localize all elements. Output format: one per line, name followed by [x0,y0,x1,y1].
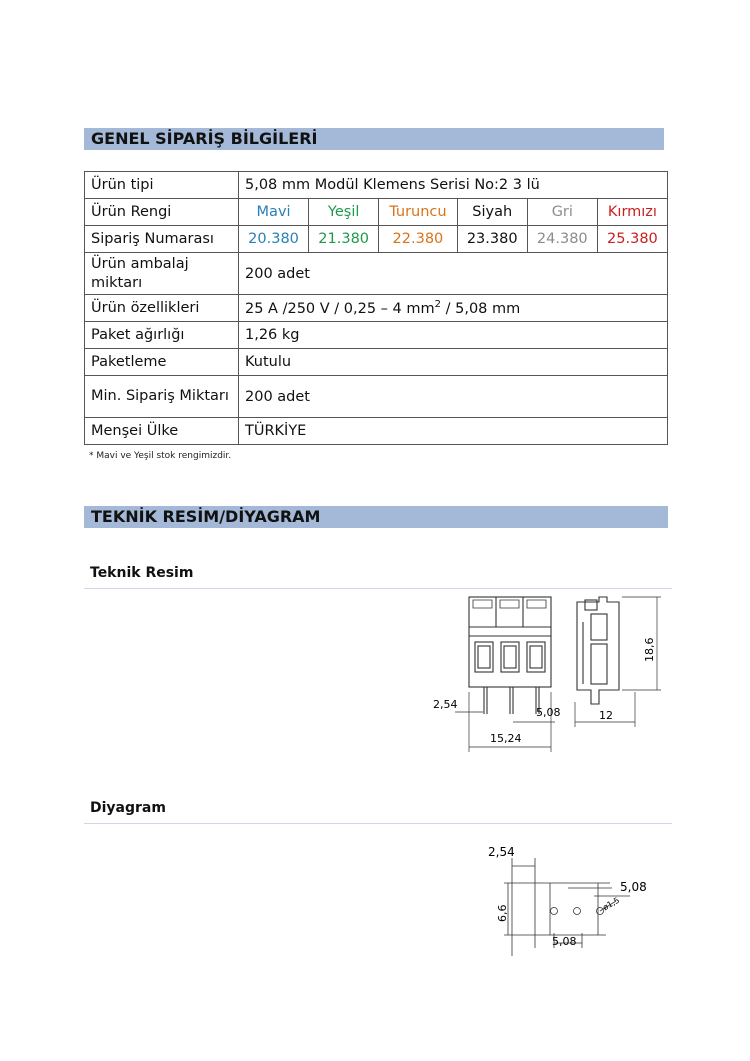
pin-hole-2 [574,908,581,915]
stock-note: * Mavi ve Yeşil stok rengimizdir. [89,451,232,461]
features-value [239,295,668,322]
color-name-orange: Turuncu [379,199,457,226]
table-row [85,226,668,253]
packing-label: Paketleme [85,349,239,376]
features-value-sup: 2 [434,299,441,311]
diagram-heading: Diyagram [90,800,166,816]
packaging-quantity-label: Ürün ambalaj miktarı [85,253,239,295]
color-name-red: Kırmızı [597,199,667,226]
pcb-diagram [484,838,664,963]
diagram-dim-side: 6,6 [496,904,509,922]
order-code-black: 23.380 [457,226,527,253]
product-type-value: 5,08 mm Modül Klemens Serisi No:2 3 lü [239,172,668,199]
color-name-black: Siyah [457,199,527,226]
dim-width: 15,24 [490,732,522,745]
packing-value: Kutulu [239,349,668,376]
color-name-gray: Gri [527,199,597,226]
packaging-quantity-value: 200 adet [239,253,668,295]
color-name-green: Yeşil [309,199,379,226]
features-value-main: 25 A /250 V / 0,25 – 4 mm [245,300,435,317]
min-order-value: 200 adet [239,376,668,418]
product-type-label: Ürün tipi [85,172,239,199]
origin-label: Menşei Ülke [85,418,239,445]
order-code-red: 25.380 [597,226,667,253]
diagram-dim-hole: ø1,5 [601,895,622,913]
dim-pitch-small: 2,54 [433,698,458,711]
table-row [85,172,668,199]
color-name-blue: Mavi [239,199,309,226]
order-code-blue: 20.380 [239,226,309,253]
package-weight-value: 1,26 kg [239,322,668,349]
table-row [85,349,668,376]
section-title-technical: TEKNİK RESİM/DİYAGRAM [84,506,668,528]
diagram-dim-top: 2,54 [488,845,515,859]
technical-divider [84,588,672,589]
table-row [85,199,668,226]
dim-depth: 12 [599,709,613,722]
origin-value: TÜRKİYE [239,418,668,445]
features-label: Ürün özellikleri [85,295,239,322]
dim-pitch: 5,08 [536,706,561,719]
product-color-label: Ürün Rengi [85,199,239,226]
table-row [85,322,668,349]
diagram-dim-bottom: 5,08 [552,935,577,948]
min-order-label: Min. Sipariş Miktarı [85,376,239,418]
technical-drawing [425,592,670,762]
order-code-orange: 22.380 [379,226,457,253]
order-code-gray: 24.380 [527,226,597,253]
table-row [85,376,668,418]
technical-drawing-heading: Teknik Resim [90,565,194,581]
table-row [85,418,668,445]
order-code-green: 21.380 [309,226,379,253]
order-info-table [84,171,668,445]
dim-height: 18,6 [643,637,656,662]
features-value-tail: / 5,08 mm [441,300,521,317]
order-number-label: Sipariş Numarası [85,226,239,253]
package-weight-label: Paket ağırlığı [85,322,239,349]
diagram-dim-right: 5,08 [620,880,647,894]
diagram-divider [84,823,672,824]
table-row [85,253,668,295]
section-title-order-info: GENEL SİPARİŞ BİLGİLERİ [84,128,664,150]
pin-hole-1 [551,908,558,915]
table-row [85,295,668,322]
